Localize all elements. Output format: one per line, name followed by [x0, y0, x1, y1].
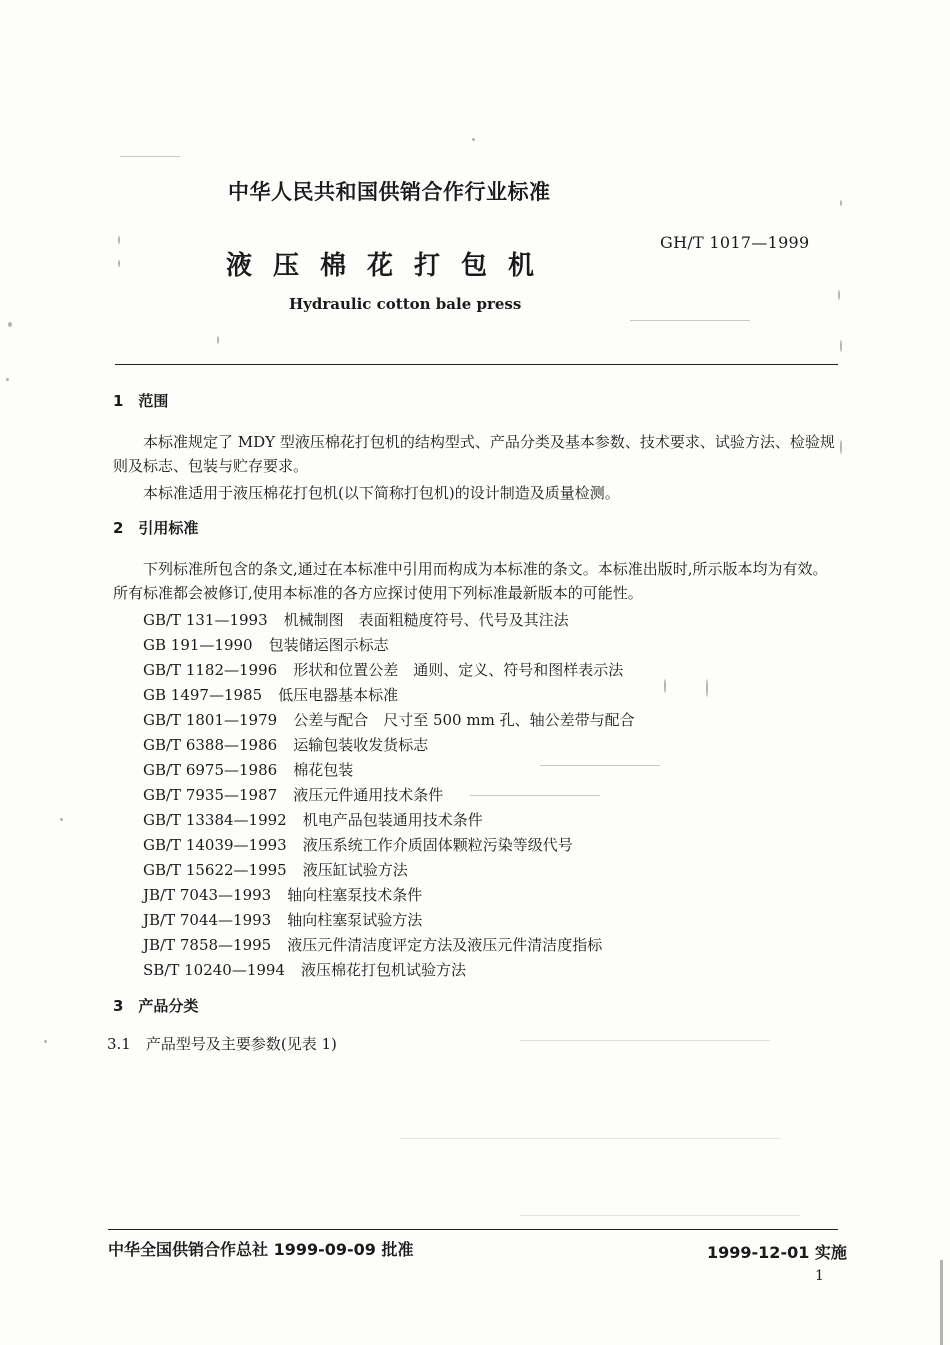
reference-item: [143, 707, 635, 730]
footer-divider: [108, 1229, 838, 1230]
reference-item: [143, 682, 398, 705]
reference-item: [143, 782, 443, 805]
reference-title: 液压元件通用技术条件: [293, 786, 444, 804]
reference-item: [143, 807, 483, 830]
reference-code: GB/T 7935—1987: [143, 786, 278, 804]
standard-code: GH/T 1017—1999: [660, 233, 810, 252]
reference-item: [143, 957, 466, 980]
reference-item: [143, 907, 422, 930]
reference-code: GB/T 1182—1996: [143, 661, 278, 679]
reference-title: 包装储运图示标志: [268, 636, 389, 654]
page-number: 1: [815, 1268, 824, 1284]
reference-code: GB/T 13384—1992: [143, 811, 287, 829]
reference-title: 低压电器基本标准: [278, 686, 399, 704]
reference-code: GB/T 6975—1986: [143, 761, 278, 779]
reference-item: [143, 732, 428, 755]
references-intro: [113, 557, 840, 605]
page-title: 液压棉花打包机: [226, 251, 556, 281]
reference-item: [143, 757, 353, 780]
reference-title: 轴向柱塞泵试验方法: [287, 911, 423, 929]
reference-code: GB 1497—1985: [143, 686, 263, 704]
section-references-heading: 2 引用标准: [113, 519, 199, 537]
section-scope-heading: 1 范围: [113, 392, 169, 410]
effective-date: 1999-12-01 实施: [707, 1243, 847, 1262]
reference-item: [143, 657, 623, 680]
reference-title: 运输包装收发货标志: [293, 736, 429, 754]
reference-item: [143, 832, 573, 855]
reference-title: 公差与配合 尺寸至 500 mm 孔、轴公差带与配合: [293, 711, 635, 729]
reference-item: [143, 882, 422, 905]
reference-code: JB/T 7858—1995: [143, 936, 272, 954]
reference-title: 机电产品包装通用技术条件: [302, 811, 483, 829]
reference-title: 轴向柱塞泵技术条件: [287, 886, 423, 904]
reference-code: GB 191—1990: [143, 636, 253, 654]
section-classification-heading: 3 产品分类: [113, 997, 199, 1015]
approval-line: 中华全国供销合作总社 1999-09-09 批准: [108, 1240, 414, 1259]
scope-paragraph-1-text: 本标准规定了 MDY 型液压棉花打包机的结构型式、产品分类及基本参数、技术要求、试验方法、检验规则及标志、包装与贮存要求。: [113, 433, 835, 475]
reference-item: [143, 857, 408, 880]
reference-code: GB/T 1801—1979: [143, 711, 278, 729]
reference-title: 液压元件清洁度评定方法及液压元件清洁度指标: [287, 936, 603, 954]
reference-title: 形状和位置公差 通则、定义、符号和图样表示法: [293, 661, 624, 679]
reference-title: 液压系统工作介质固体颗粒污染等级代号: [302, 836, 573, 854]
references-intro-text: 下列标准所包含的条文,通过在本标准中引用而构成为本标准的条文。本标准出版时,所示版本均为有效。所有标准都会被修订,使用本标准的各方应探讨使用下列标准最新版本的可能性。: [113, 560, 828, 602]
reference-code: GB/T 14039—1993: [143, 836, 287, 854]
reference-code: GB/T 15622—1995: [143, 861, 287, 879]
scope-paragraph-2-text: 本标准适用于液压棉花打包机(以下简称打包机)的设计制造及质量检测。: [143, 484, 620, 502]
reference-code: SB/T 10240—1994: [143, 961, 286, 979]
scope-paragraph-2: [113, 481, 840, 505]
header-divider: [115, 364, 838, 365]
org-title: 中华人民共和国供销合作行业标准: [228, 180, 551, 204]
reference-title: 机械制图 表面粗糙度符号、代号及其注法: [283, 611, 569, 629]
english-title: Hydraulic cotton bale press: [289, 295, 522, 313]
reference-code: GB/T 131—1993: [143, 611, 268, 629]
scope-paragraph-1: [113, 430, 840, 478]
reference-item: [143, 632, 389, 655]
reference-code: JB/T 7044—1993: [143, 911, 272, 929]
reference-title: 液压棉花打包机试验方法: [301, 961, 467, 979]
reference-code: GB/T 6388—1986: [143, 736, 278, 754]
reference-item: [143, 932, 602, 955]
reference-item: [143, 607, 569, 630]
reference-code: JB/T 7043—1993: [143, 886, 272, 904]
subsection-heading: 3.1 产品型号及主要参数(见表 1): [107, 1035, 337, 1053]
reference-title: 液压缸试验方法: [302, 861, 408, 879]
reference-title: 棉花包装: [293, 761, 354, 779]
